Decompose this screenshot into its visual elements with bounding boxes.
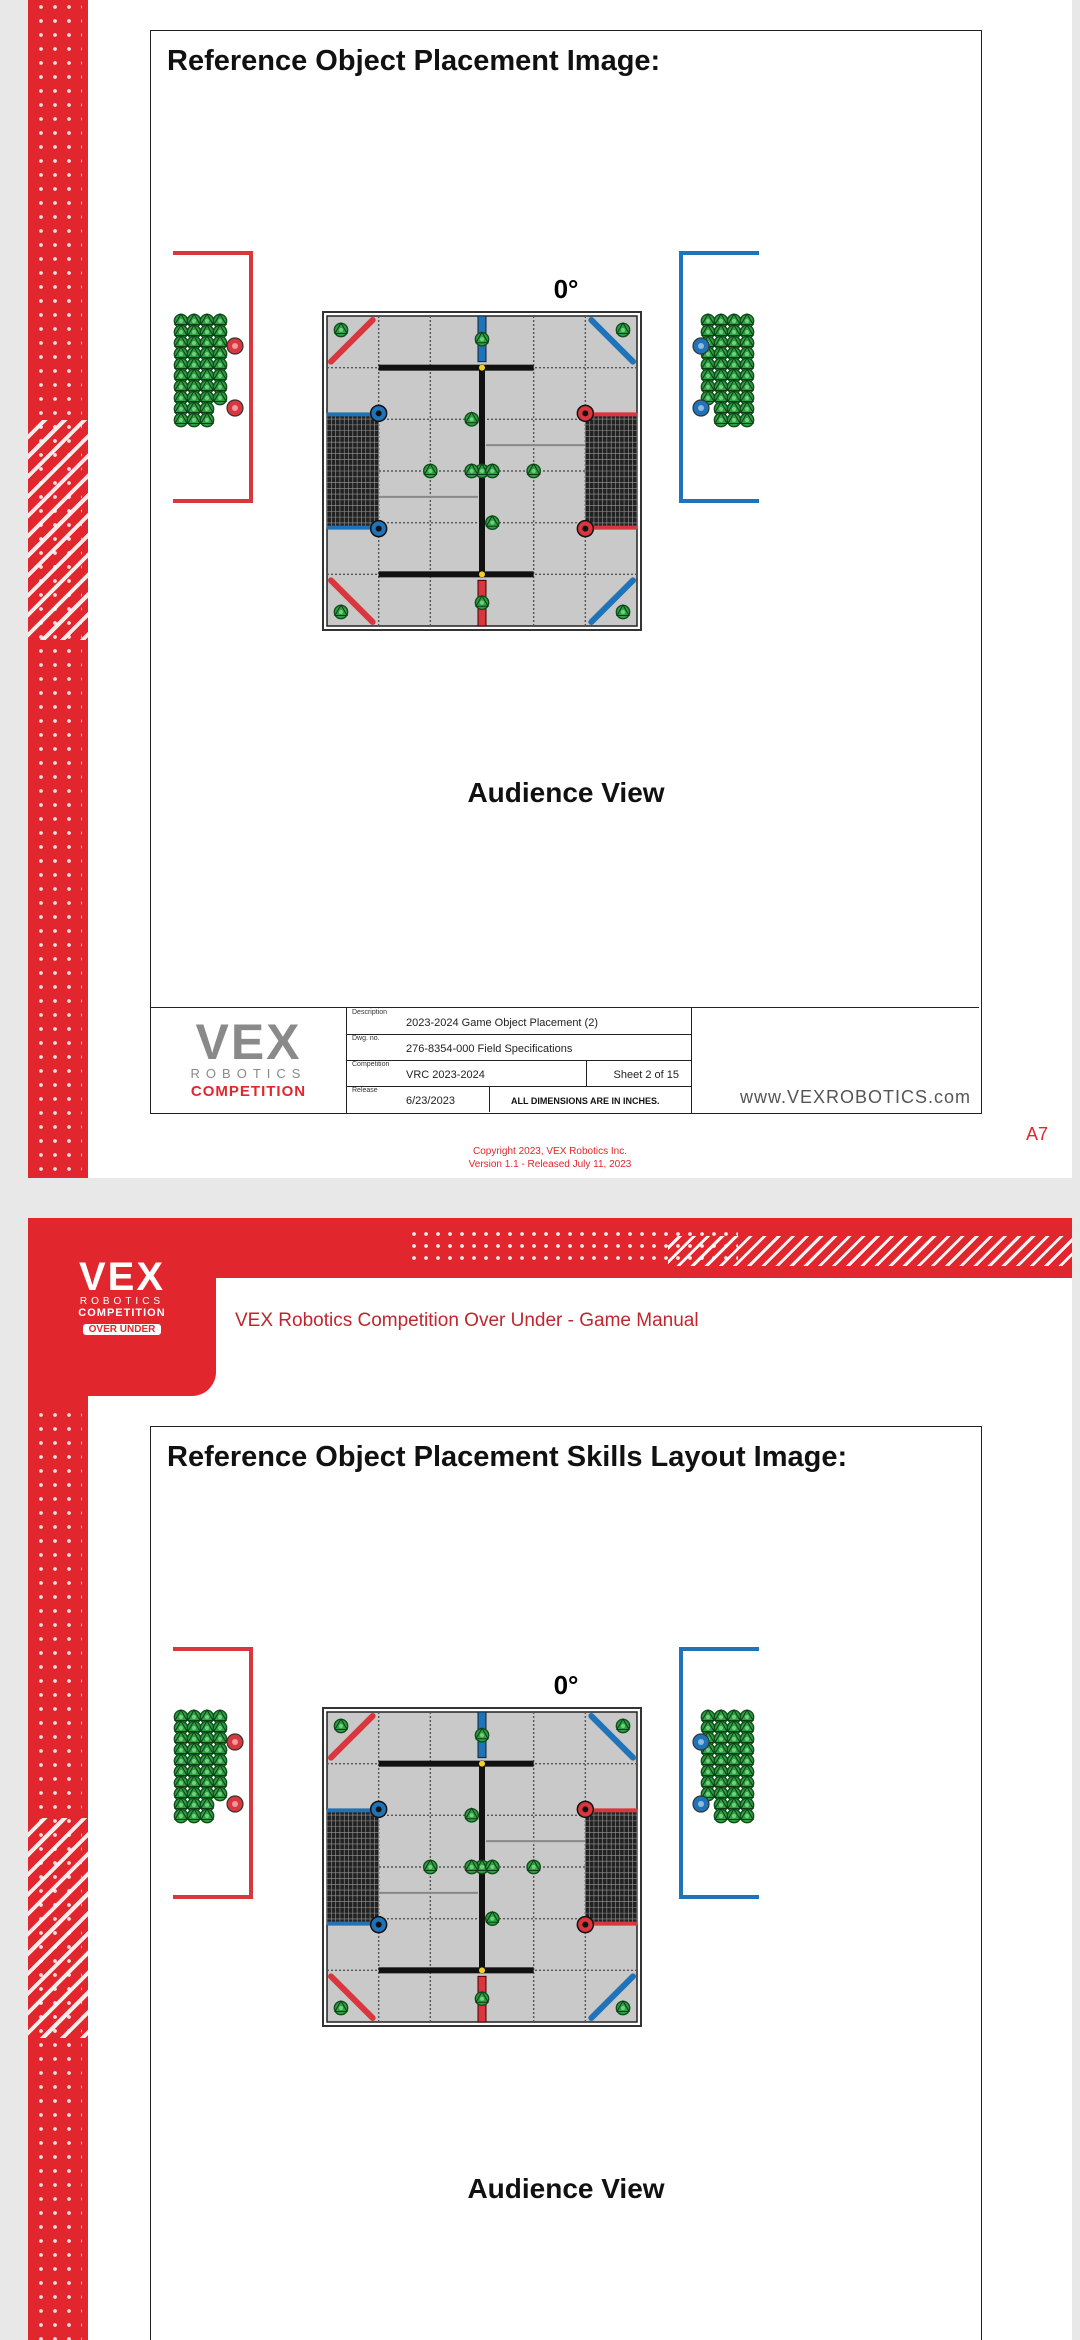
manual-title: VEX Robotics Competition Over Under - Game Manual: [235, 1310, 699, 1331]
copyright: [28, 1145, 1072, 1171]
red-alliance-station: [173, 1649, 251, 1897]
logo-vex-text: VEX: [195, 1014, 302, 1070]
triball: [616, 605, 629, 619]
elevation-cap: [479, 365, 485, 371]
triball: [424, 1860, 437, 1874]
description-row: [346, 1008, 691, 1035]
triball: [616, 1719, 629, 1733]
drawing-number-row: [346, 1034, 691, 1061]
field-diagram: [151, 1627, 981, 2187]
triball: [486, 464, 499, 478]
triball: [334, 323, 347, 337]
triball: [714, 413, 727, 427]
right-goal: [585, 1809, 637, 1924]
manual-page-1: [28, 0, 1072, 1178]
title-block-grid: [346, 1008, 692, 1114]
field-diagram: [151, 231, 981, 791]
triball: [714, 1809, 727, 1823]
blue-alliance-station: [681, 253, 759, 501]
right-goal: [585, 413, 637, 528]
short-barrier-bottom: [379, 571, 534, 577]
description-value: 2023-2024 Game Object Placement (2): [406, 1017, 598, 1029]
triball: [486, 1912, 499, 1926]
triball: [616, 323, 629, 337]
drawing-frame: [150, 1426, 982, 2340]
field-drawing: [173, 1649, 759, 2026]
triball: [475, 332, 488, 346]
triball: [740, 1809, 753, 1823]
left-goal: [327, 413, 379, 528]
triball: [465, 1808, 478, 1822]
view-label: Audience View: [467, 2173, 665, 2204]
blue-alliance-station: [681, 1649, 759, 1897]
triball: [200, 413, 213, 427]
triball: [334, 1719, 347, 1733]
triball: [424, 464, 437, 478]
website-text: www.VEXROBOTICS.com: [739, 1087, 971, 1107]
drawing-frame: [150, 30, 982, 1114]
triball: [334, 605, 347, 619]
page-title: Reference Object Placement Image:: [167, 45, 661, 77]
divider: [586, 1060, 587, 1086]
vex-over-under-logo: [28, 1218, 216, 1396]
triball: [187, 1809, 200, 1823]
sheet-number: Sheet 2 of 15: [613, 1069, 679, 1081]
competition-row: [346, 1060, 691, 1087]
competition-label: Competition: [352, 1061, 390, 1068]
logo-vex-text: VEX: [78, 1255, 166, 1299]
logo-robotics-text: ROBOTICS: [79, 1296, 165, 1307]
view-label: Audience View: [467, 777, 665, 808]
drawing-number-value: 276-8354-000 Field Specifications: [406, 1043, 573, 1055]
triball: [187, 413, 200, 427]
release-value: 6/23/2023: [406, 1095, 455, 1107]
page-number: A7: [1025, 1124, 1048, 1144]
triball: [465, 1860, 478, 1874]
version-line: Version 1.1 - Released July 11, 2023: [468, 1159, 632, 1170]
triball: [174, 413, 187, 427]
logo-game-text: OVER UNDER: [83, 1324, 162, 1335]
red-alliance-station: [173, 253, 251, 501]
elevation-cap: [479, 571, 485, 577]
manual-page-2: [28, 1218, 1072, 2340]
triball: [486, 516, 499, 530]
release-label: Release: [352, 1087, 378, 1094]
triball: [475, 596, 488, 610]
elevation-cap: [479, 1761, 485, 1767]
left-goal: [327, 1809, 379, 1924]
triball: [174, 1809, 187, 1823]
slash-pattern: [668, 1236, 1072, 1266]
triball: [527, 464, 540, 478]
angle-label: 0°: [553, 1670, 579, 1700]
triball: [334, 2001, 347, 2015]
triball: [213, 1787, 226, 1801]
elevation-cap: [479, 1967, 485, 1973]
triball: [486, 1860, 499, 1874]
triball: [616, 2001, 629, 2015]
short-barrier-top: [379, 1761, 534, 1767]
triball: [727, 1809, 740, 1823]
triball: [465, 464, 478, 478]
triball: [727, 413, 740, 427]
dimensions-note: ALL DIMENSIONS ARE IN INCHES.: [511, 1096, 660, 1106]
triball: [213, 391, 226, 405]
logo-competition-text: COMPETITION: [78, 1307, 166, 1319]
logo-robotics-text: ROBOTICS: [190, 1066, 307, 1081]
divider: [489, 1086, 490, 1112]
triball: [475, 1728, 488, 1742]
release-row: [346, 1086, 691, 1112]
short-barrier-bottom: [379, 1967, 534, 1973]
field-drawing: [173, 253, 759, 630]
vex-competition-logo: [151, 1008, 347, 1114]
angle-label: 0°: [553, 274, 579, 304]
logo-competition-text: COMPETITION: [190, 1083, 307, 1100]
triball: [527, 1860, 540, 1874]
drawing-number-label: Dwg. no.: [352, 1035, 380, 1042]
slash-pattern: [28, 420, 88, 640]
title-block: [151, 1007, 979, 1114]
decorative-red-strip: [28, 0, 88, 1178]
triball: [740, 413, 753, 427]
triball: [475, 1992, 488, 2006]
page-title: Reference Object Placement Skills Layout Image:: [167, 1441, 848, 1473]
copyright-line: Copyright 2023, VEX Robotics Inc.: [473, 1146, 627, 1157]
triball: [200, 1809, 213, 1823]
triball: [465, 412, 478, 426]
slash-pattern: [28, 1818, 88, 2038]
competition-value: VRC 2023-2024: [406, 1069, 485, 1081]
short-barrier-top: [379, 365, 534, 371]
description-label: Description: [352, 1009, 388, 1016]
